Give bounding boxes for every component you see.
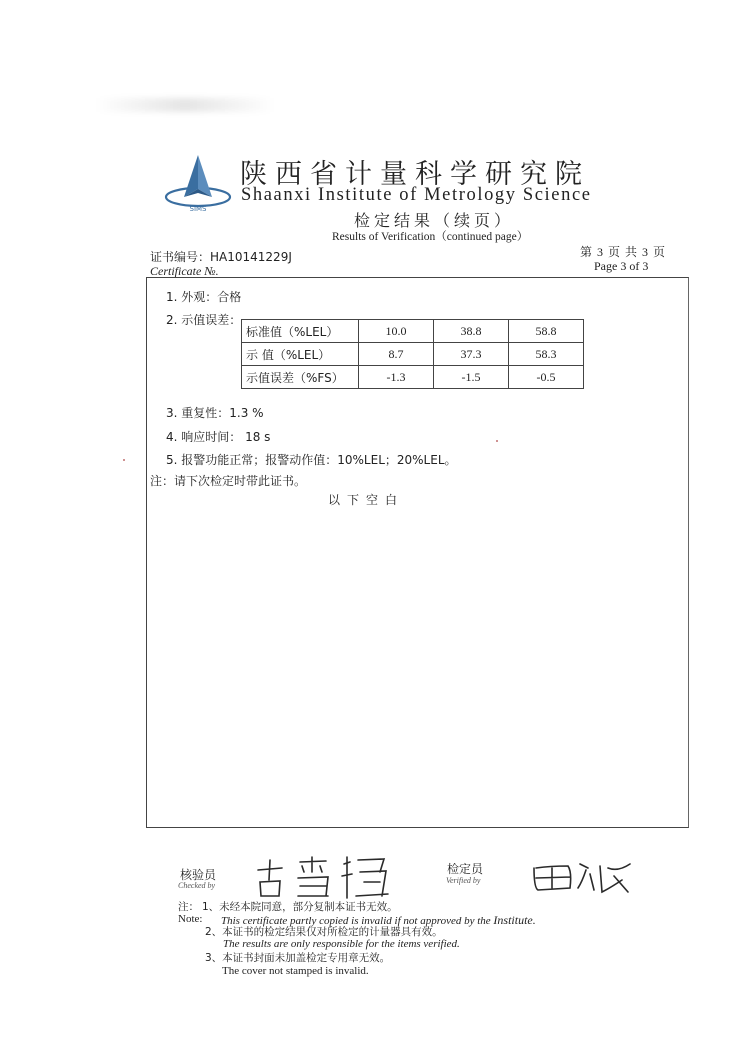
table-cell: 10.0	[359, 320, 434, 343]
checked-by-label-en: Checked by	[178, 881, 216, 890]
table-cell: 37.3	[434, 343, 509, 366]
table-row	[242, 320, 584, 343]
row-label: 标准值（%LEL）	[242, 320, 359, 343]
institute-name-cn: 陕西省计量科学研究院	[240, 159, 590, 190]
indication-error-table	[241, 319, 584, 389]
checked-by-signature	[252, 852, 392, 902]
table-cell: 58.3	[509, 343, 584, 366]
item-indication-error: 2. 示值误差：	[166, 313, 242, 327]
note-1-cn: 1、未经本院同意，部分复制本证书无效。	[202, 901, 398, 913]
sims-logo	[164, 153, 232, 215]
institute-name-en: Shaanxi Institute of Metrology Science	[241, 185, 592, 205]
scan-smudge	[95, 98, 275, 112]
doc-title-cn: 检定结果（续页）	[354, 211, 515, 230]
note-3-cn: 3、本证书封面未加盖检定专用章无效。	[205, 952, 391, 964]
certificate-number-value: HA10141229J	[210, 250, 292, 264]
note-1-en-text: This certificate partly copied is invalid if not approved by the	[221, 915, 494, 927]
table-cell: -1.5	[434, 366, 509, 389]
scan-dot	[496, 440, 498, 442]
table-cell: 8.7	[359, 343, 434, 366]
verified-by-label-en: Verified by	[446, 876, 481, 885]
certificate-number	[150, 248, 292, 265]
logo-text: SIMS	[189, 205, 207, 213]
table-row	[242, 343, 584, 366]
certificate-label-en: Certificate №.	[150, 264, 219, 278]
note-2-cn: 2、本证书的检定结果仅对所检定的计量器具有效。	[205, 926, 443, 938]
note-2-en: The results are only responsible for the items verified.	[223, 938, 460, 950]
page-info-en: Page 3 of 3	[594, 259, 649, 273]
note-1-en-institute: Institute.	[493, 913, 536, 927]
note-prefix-en: Note:	[178, 913, 203, 925]
page-info-cn: 第 3 页 共 3 页	[580, 245, 667, 259]
remark: 注：请下次检定时带此证书。	[150, 474, 307, 488]
table-cell: 58.8	[509, 320, 584, 343]
doc-title-en: Results of Verification（continued page）	[332, 231, 529, 243]
table-cell: -0.5	[509, 366, 584, 389]
table-cell: 38.8	[434, 320, 509, 343]
certificate-label-cn: 证书编号：	[150, 250, 211, 264]
item-response-time: 4. 响应时间： 18 s	[166, 430, 271, 444]
checked-by-label-cn: 核验员	[180, 868, 217, 882]
table-cell: -1.3	[359, 366, 434, 389]
row-label: 示值误差（%FS）	[242, 366, 359, 389]
table-row	[242, 366, 584, 389]
note-prefix-cn: 注：	[178, 901, 199, 913]
scan-dot	[123, 459, 125, 461]
verified-by-label-cn: 检定员	[447, 862, 484, 876]
note-3-en: The cover not stamped is invalid.	[222, 965, 369, 977]
item-repeatability: 3. 重复性：1.3 %	[166, 406, 264, 420]
row-label: 示 值（%LEL）	[242, 343, 359, 366]
item-appearance: 1. 外观：合格	[166, 290, 242, 304]
verified-by-signature	[530, 858, 635, 898]
blank-below-note: 以下空白	[328, 493, 405, 507]
item-alarm: 5. 报警功能正常；报警动作值：10%LEL；20%LEL。	[166, 453, 457, 467]
